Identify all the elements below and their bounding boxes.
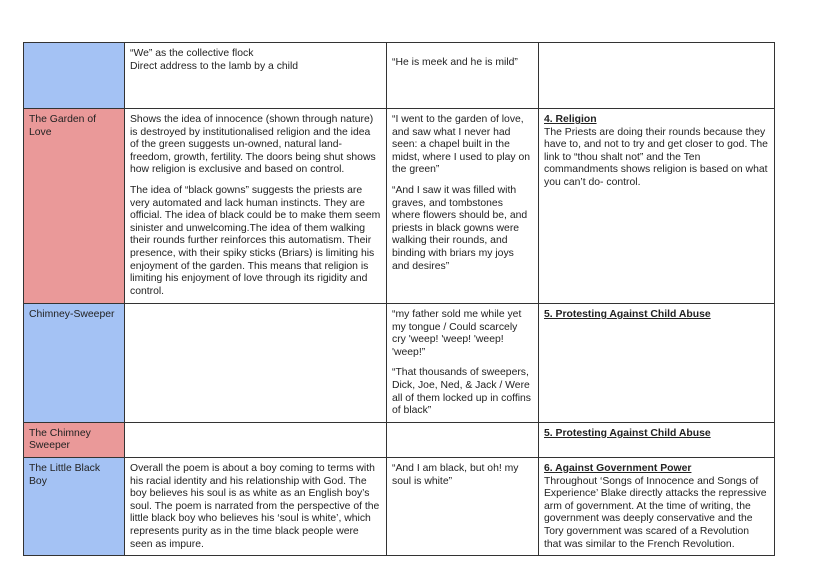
poem-title-cell: [24, 457, 125, 555]
poem-title-cell: [24, 422, 125, 457]
table-row: [24, 422, 775, 457]
poem-title: Chimney-Sweeper: [29, 309, 115, 320]
quotes-cell: [387, 422, 539, 457]
poem-title: The Chimney Sweeper: [29, 427, 91, 452]
table-row: [24, 43, 775, 109]
analysis-cell: [125, 457, 387, 555]
analysis-line: Direct address to the lamb by a child: [130, 60, 299, 72]
poem-title: The Little Black Boy: [29, 462, 101, 487]
quote: “And I am black, but oh! my soul is white”: [392, 462, 519, 487]
analysis-cell: [125, 109, 387, 304]
quotes-cell: [387, 43, 539, 109]
table-row: [24, 109, 775, 304]
quote: “I went to the garden of love, and saw what I never had seen: a chapel built in the midst, where I used to play on the green”: [392, 114, 531, 176]
quote: “my father sold me while yet my tongue / Could scarcely cry 'weep! 'weep! 'weep! 'weep!”: [392, 309, 522, 358]
poem-title-cell: [24, 304, 125, 423]
analysis-paragraph: The idea of “black gowns” suggests the priests are very automated and lack human instincts. They are official. The idea of black could be to make them seem sinister and unwelcoming.The idea of them walking their rounds further reinforces this automatism. Their presence, with their spiky sticks (Briars) is limiting his enjoyment of the garden. This means that religion is limiting his enjoyment of love through its rigidity and control.: [130, 184, 381, 297]
quote: “And I saw it was filled with graves, and tombstones where flowers should be, and priests in black gowns were walking their rounds, and binding with briars my joys and desires”: [392, 184, 528, 272]
quote: “That thousands of sweepers, Dick, Joe, Ned, & Jack / Were all of them locked up in coffins of black”: [392, 367, 532, 417]
quotes-cell: [387, 304, 539, 423]
quotes-cell: [387, 109, 539, 304]
theme-cell: [539, 43, 775, 109]
theme-cell: [539, 109, 775, 304]
poem-title-cell: [24, 109, 125, 304]
theme-heading: 5. Protesting Against Child Abuse: [544, 309, 711, 320]
theme-cell: [539, 304, 775, 423]
theme-text: The Priests are doing their rounds because they have to, and not to try and get closer to god. The link to “thou shalt not” and the Ten commandments shows religion is based on what you can’t do- control.: [544, 126, 768, 188]
analysis-cell: [125, 43, 387, 109]
quote: “He is meek and he is mild”: [392, 57, 518, 68]
analysis-cell: [125, 304, 387, 423]
poetry-analysis-table: [23, 42, 775, 556]
theme-heading: 6. Against Government Power: [544, 462, 692, 474]
table-row: [24, 304, 775, 423]
theme-cell: [539, 422, 775, 457]
analysis-paragraph: Shows the idea of innocence (shown through nature) is destroyed by institutionalised religion and the idea of the green suggests un-owned, natural land-freedom, growth, fertility. The doors being shut shows how religion is exclusive and based on control.: [130, 114, 376, 176]
quotes-cell: [387, 457, 539, 555]
theme-cell: [539, 457, 775, 555]
analysis-line: “We” as the collective flock: [130, 48, 254, 59]
analysis-paragraph: Overall the poem is about a boy coming to terms with his racial identity and his relationship with God. The boy believes his soul is as white as an English boy’s soul. The poem is narrated from the perspective of the little black boy who believes his ‘soul is white’, which represents purity as in the time black people were seen as impure.: [130, 462, 380, 550]
theme-heading: 5. Protesting Against Child Abuse: [544, 427, 711, 439]
table-row: [24, 457, 775, 555]
analysis-cell: [125, 422, 387, 457]
poem-title: The Garden of Love: [29, 114, 97, 138]
theme-heading: 4. Religion: [544, 114, 597, 125]
theme-text: Throughout ‘Songs of Innocence and Songs of Experience’ Blake directly attacks the repressive arm of government. At the time of writing, the government was deeply conservative and the Tory government was scared of a Revolution that was similar to the French Revolution.: [544, 475, 767, 550]
poem-title-cell: [24, 43, 125, 109]
